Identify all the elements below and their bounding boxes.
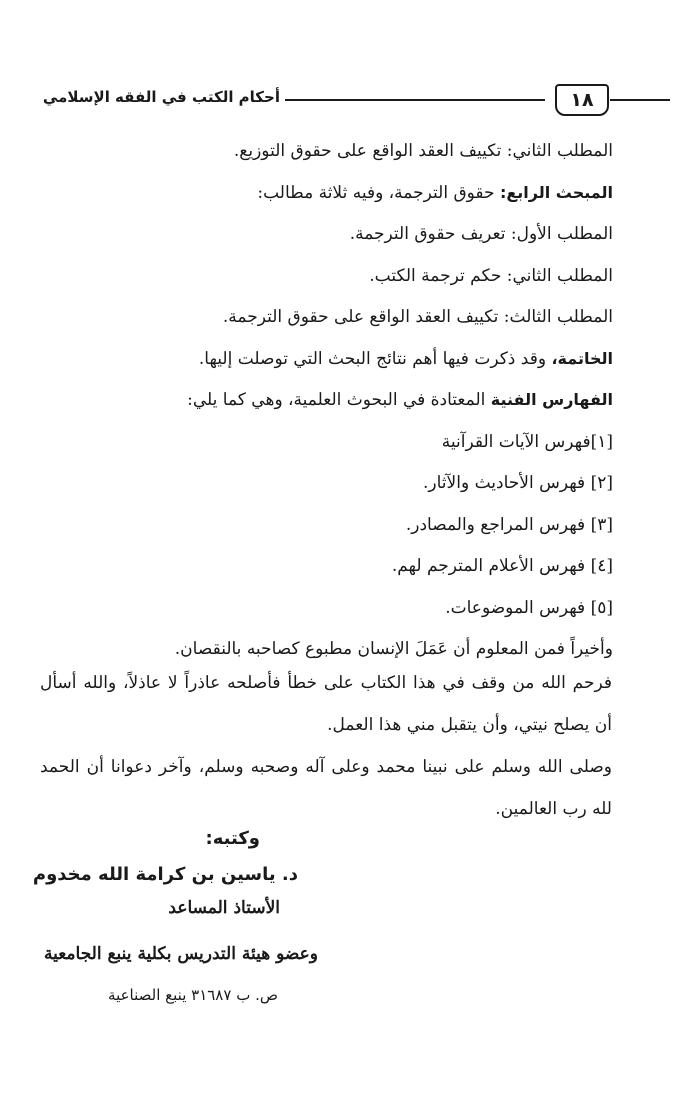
header-rule-right	[610, 99, 670, 101]
outline-line: المبحث الرابع: حقوق الترجمة، وفيه ثلاثة مطالب:	[257, 182, 613, 203]
outline-line: المطلب الأول: تعريف حقوق الترجمة.	[349, 224, 613, 244]
header-rule-left	[285, 99, 545, 101]
outline-line: المطلب الثاني: تكييف العقد الواقع على حقوق التوزيع.	[233, 141, 613, 161]
outline-line: المطلب الثاني: حكم ترجمة الكتب.	[369, 265, 613, 286]
outline-line: الفهارس الفنية المعتادة في البحوث العلمية، وهي كما يلي:	[187, 390, 613, 410]
running-header	[40, 82, 670, 118]
outline-line: الخاتمة، وقد ذكرت فيها أهم نتائج البحث التي توصلت إليها.	[198, 348, 613, 369]
salutation-paragraph: وصلى الله وسلم على نبينا محمد وعلى آله وصحبه وسلم، وآخر دعوانا أن الحمد لله رب العالمين.	[40, 757, 612, 819]
outline-list	[40, 130, 613, 670]
page-number: ١٨	[555, 84, 609, 116]
po-box: ص. ب ٣١٦٨٧ ينبع الصناعية	[108, 986, 278, 1004]
author-name: د. ياسين بن كرامة الله مخدوم	[32, 864, 298, 885]
outline-line: [٣] فهرس المراجع والمصادر.	[405, 514, 613, 535]
closing-prayer-paragraph: فرحم الله من وقف في هذا الكتاب على خطأ فأصلحه عاذراً لا عاذلاً، والله أسأل أن يصلح نيتي، وأن يتقبل مني هذا العمل.	[40, 673, 612, 735]
author-membership: وعضو هيئة التدريس بكلية ينبع الجامعية	[43, 944, 318, 964]
outline-line: المطلب الثالث: تكييف العقد الواقع على حقوق الترجمة.	[222, 307, 613, 327]
author-title: الأستاذ المساعد	[168, 898, 280, 918]
outline-line: [٥] فهرس الموضوعات.	[445, 597, 613, 618]
written-by-label: وكتبه:	[205, 828, 260, 849]
outline-line: [٢] فهرس الأحاديث والآثار.	[423, 473, 613, 493]
running-title: أحكام الكتب في الفقه الإسلامي	[42, 88, 280, 106]
outline-line: [١]فهرس الآيات القرآنية	[441, 431, 613, 452]
outline-line: وأخيراً فمن المعلوم أن عَمَلَ الإنسان مطبوع كصاحبه بالنقصان.	[174, 639, 613, 659]
outline-line: [٤] فهرس الأعلام المترجم لهم.	[391, 556, 613, 576]
